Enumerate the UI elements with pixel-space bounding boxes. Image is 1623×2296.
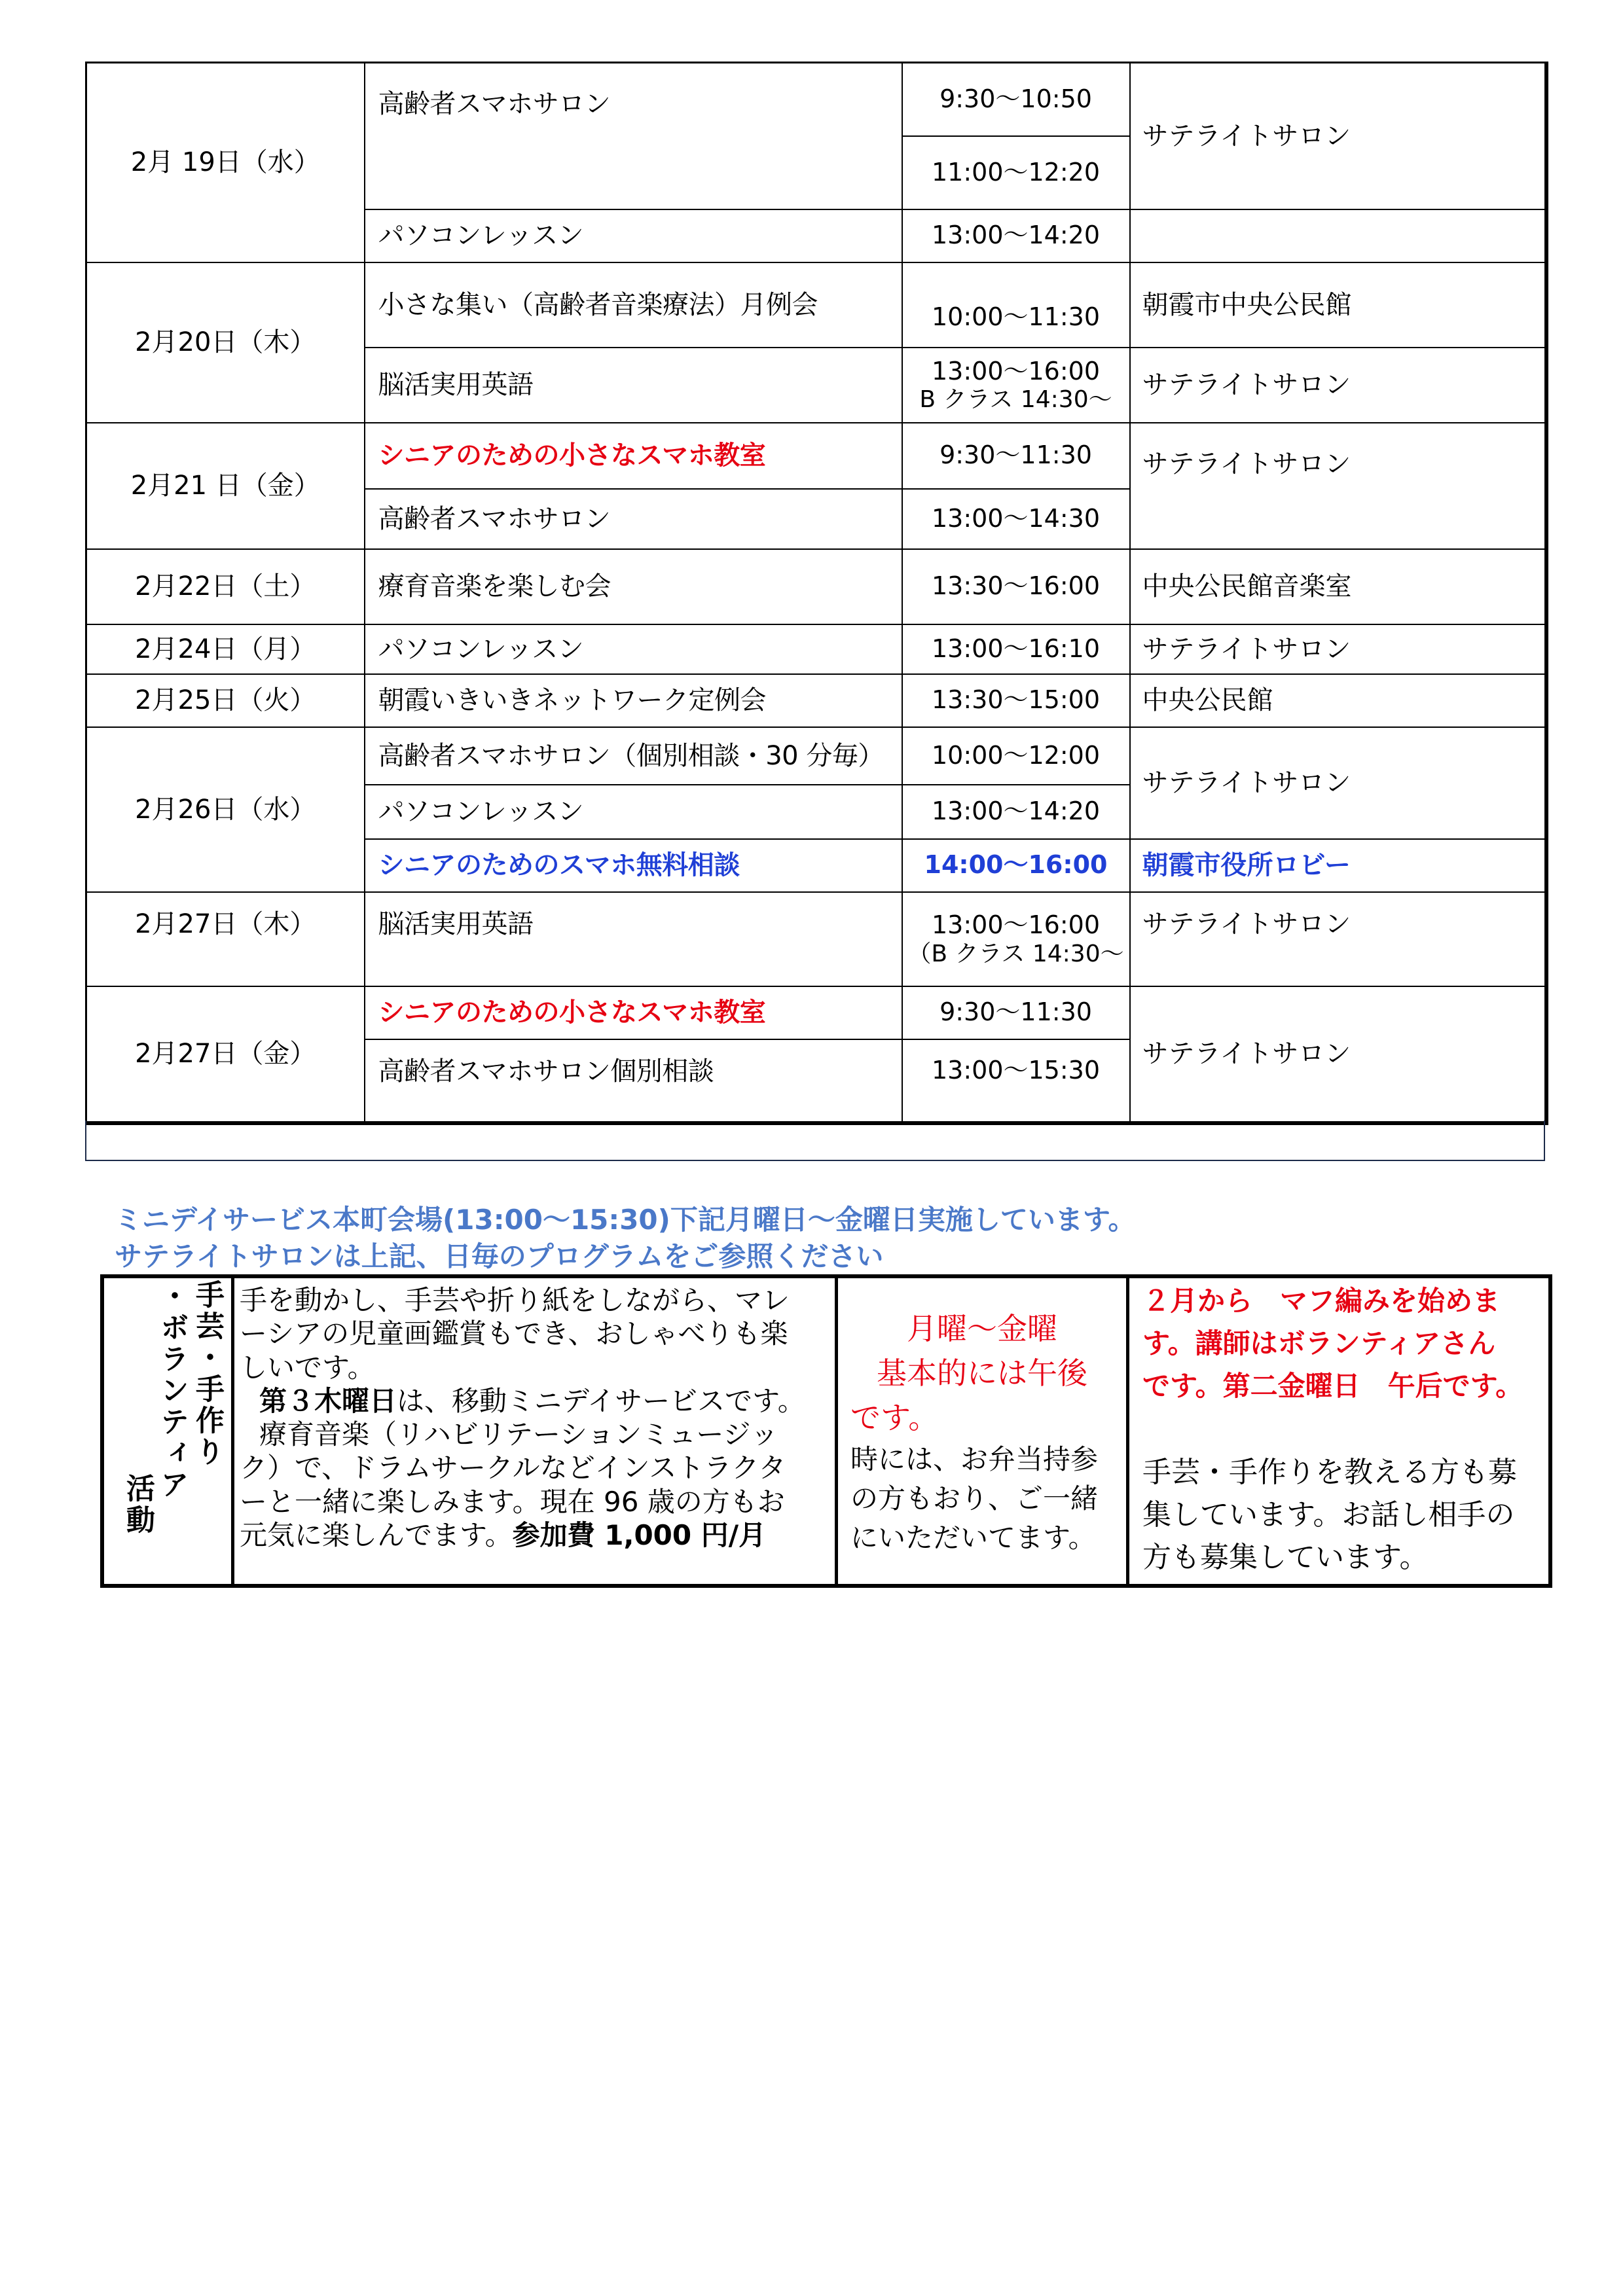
- place-cell: 中央公民館: [1130, 674, 1546, 727]
- time-cell: 13:00〜14:20: [902, 785, 1130, 839]
- time-cell: [902, 892, 1130, 986]
- recruit-line: 方も募集しています。: [1142, 1541, 1429, 1574]
- description-line: 手を動かし、手芸や折り紙をしながら、マレ: [240, 1284, 790, 1316]
- description-text: 元気に楽しんでます。: [240, 1519, 513, 1552]
- time-cell: 13:00〜16:10: [902, 624, 1130, 674]
- announcement-cell: [1126, 1278, 1548, 1584]
- schedule-row: [86, 727, 1546, 785]
- lunch-line: にいただいてます。: [850, 1522, 1096, 1554]
- schedule-row: [86, 624, 1546, 674]
- description-line: ーシアの児童画鑑賞もでき、おしゃべりも楽: [240, 1318, 788, 1350]
- schedule-row: [86, 892, 1546, 986]
- place-cell: サテライトサロン: [1130, 892, 1546, 986]
- activity-cell: 高齢者スマホサロン（個別相談・30 分毎）: [365, 727, 902, 785]
- date-cell: 2月20日（木）: [86, 262, 365, 423]
- activity-cell: 小さな集い（高齢者音楽療法）月例会: [365, 262, 902, 348]
- description-line: しいです。: [240, 1351, 375, 1384]
- description-cell: [231, 1278, 835, 1584]
- handicraft-table: [100, 1274, 1552, 1588]
- description-text: は、移動ミニデイサービスです。: [397, 1384, 805, 1417]
- category-label: 活動: [121, 1473, 155, 1536]
- time-note: B クラス 14:30〜: [919, 386, 1112, 414]
- date-cell: 2月22日（土）: [86, 549, 365, 624]
- place-cell: サテライトサロン: [1130, 624, 1546, 674]
- description-line: 療育音楽（リハビリテーションミュージッ: [259, 1418, 778, 1451]
- schedule-table: [85, 62, 1548, 1125]
- recruit-text: [1142, 1451, 1548, 1579]
- place-cell-highlight: 朝霞市役所ロビー: [1130, 839, 1546, 892]
- date-cell: 2月27日（金）: [86, 986, 365, 1123]
- description-line: [240, 1384, 835, 1418]
- time-cell: 9:30〜10:50: [902, 63, 1130, 136]
- time-cell: 9:30〜11:30: [902, 423, 1130, 489]
- time-cell: 13:30〜16:00: [902, 549, 1130, 624]
- time-cell: 13:30〜15:00: [902, 674, 1130, 727]
- schedule-row: [86, 986, 1546, 1039]
- time-cell: 13:00〜15:30: [902, 1039, 1130, 1123]
- activity-cell: 朝霞いきいきネットワーク定例会: [365, 674, 902, 727]
- category-label: ・ボランティア: [155, 1281, 189, 1501]
- activity-cell: パソコンレッスン: [365, 785, 902, 839]
- description-line: ーと一緒に楽しみます。現在 96 歳の方もお: [240, 1485, 785, 1518]
- activity-cell: 高齢者スマホサロン: [365, 489, 902, 549]
- recruit-line: 手芸・手作りを教える方も募: [1142, 1456, 1517, 1489]
- date-cell: 2月 19日（水）: [86, 63, 365, 262]
- lunch-line: 時には、お弁当持参: [850, 1443, 1099, 1475]
- activity-cell: 高齢者スマホサロン個別相談: [365, 1039, 902, 1123]
- date-cell: 2月21 日（金）: [86, 423, 365, 549]
- time-cell: 10:00〜12:00: [902, 727, 1130, 785]
- recruit-line: 集しています。お話し相手の: [1142, 1498, 1515, 1532]
- place-cell: サテライトサロン: [1130, 423, 1546, 549]
- hours-line: です。: [850, 1400, 939, 1435]
- category-label: 手芸・手作り: [191, 1280, 224, 1468]
- time-cell: 9:30〜11:30: [902, 986, 1130, 1039]
- description-line: ク）で、ドラムサークルなどインストラクタ: [240, 1452, 786, 1484]
- place-cell: 朝霞市中央公民館: [1130, 262, 1546, 348]
- time-main: 13:00〜16:00: [931, 910, 1101, 939]
- date-cell: 2月26日（水）: [86, 727, 365, 892]
- third-thursday-label: 第３木曜日: [259, 1384, 397, 1417]
- hours-line: 月曜〜金曜: [907, 1311, 1057, 1346]
- hours-line: 基本的には午後: [877, 1355, 1087, 1391]
- announcement-line: す。講師はボランティアさん: [1142, 1327, 1496, 1359]
- activity-cell: 脳活実用英語: [365, 348, 902, 423]
- activity-cell-highlight: シニアのためのスマホ無料相談: [365, 839, 902, 892]
- date-cell: 2月27日（木）: [86, 892, 365, 986]
- place-cell: 中央公民館音楽室: [1130, 549, 1546, 624]
- date-cell: 2月25日（火）: [86, 674, 365, 727]
- description-line: [240, 1518, 835, 1552]
- announcement-line: です。第二金曜日 午后です。: [1142, 1370, 1523, 1402]
- activity-cell: 脳活実用英語: [365, 892, 902, 986]
- schedule-row: [86, 63, 1546, 136]
- time-cell: 13:00〜14:30: [902, 489, 1130, 549]
- notice-line: サテライトサロンは上記、日毎のプログラムをご参照ください: [115, 1240, 884, 1272]
- activity-cell-highlight: シニアのための小さなスマホ教室: [365, 986, 902, 1039]
- notice-line: ミニデイサービス本町会場(13:00〜15:30)下記月曜日〜金曜日実施しています。: [115, 1204, 1136, 1236]
- activity-cell: 療育音楽を楽しむ会: [365, 549, 902, 624]
- activity-cell: パソコンレッスン: [365, 209, 902, 262]
- place-cell: サテライトサロン: [1130, 986, 1546, 1123]
- category-cell: [104, 1278, 231, 1584]
- place-cell-empty: [1130, 209, 1546, 262]
- announcement-line: ２月から マフ編みを始めま: [1142, 1285, 1501, 1317]
- table-footer-box: [85, 1121, 1545, 1161]
- time-cell-highlight: 14:00〜16:00: [902, 839, 1130, 892]
- schedule-row: [86, 549, 1546, 624]
- place-cell: サテライトサロン: [1130, 63, 1546, 209]
- fee-label: 参加費 1,000 円/月: [512, 1519, 767, 1552]
- time-cell: 10:00〜11:30: [902, 262, 1130, 348]
- place-cell: サテライトサロン: [1130, 348, 1546, 423]
- activity-cell: パソコンレッスン: [365, 624, 902, 674]
- time-note: （B クラス 14:30〜: [907, 940, 1124, 967]
- date-cell: 2月24日（月）: [86, 624, 365, 674]
- hours-cell: [835, 1278, 1126, 1584]
- time-cell: 13:00〜14:20: [902, 209, 1130, 262]
- time-cell: 11:00〜12:20: [902, 136, 1130, 209]
- schedule-row: [86, 674, 1546, 727]
- lunch-line: の方もおり、ご一緒: [850, 1482, 1099, 1515]
- schedule-row: [86, 262, 1546, 348]
- schedule-row: [86, 423, 1546, 489]
- activity-cell: 高齢者スマホサロン: [365, 63, 902, 209]
- activity-cell-highlight: シニアのための小さなスマホ教室: [365, 423, 902, 489]
- time-main: 13:00〜16:00: [931, 356, 1101, 386]
- time-cell: [902, 348, 1130, 423]
- place-cell: サテライトサロン: [1130, 727, 1546, 839]
